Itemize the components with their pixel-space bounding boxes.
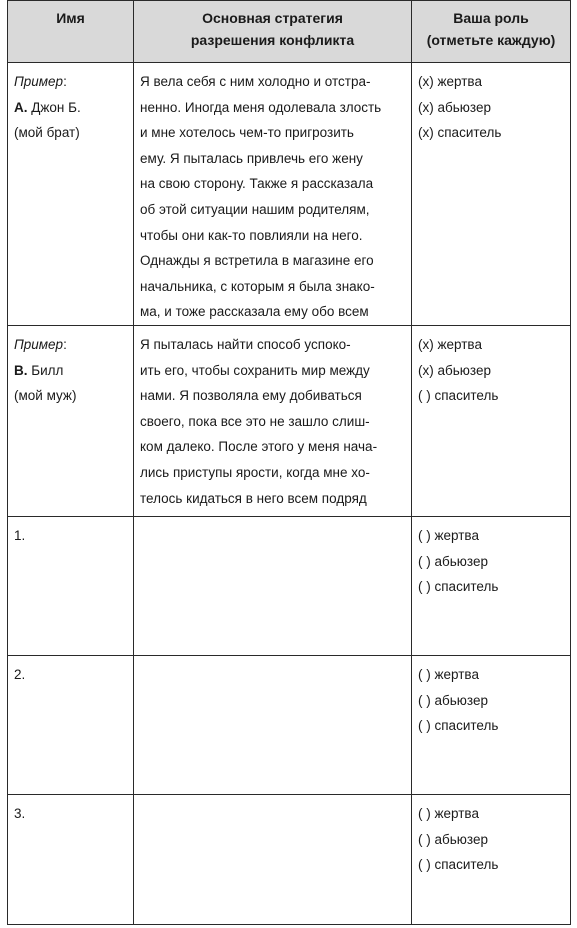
strategy-line: чтобы они как-то повлияли на него.: [140, 227, 363, 243]
strategy-cell: [134, 326, 412, 517]
strategy-line: ком далеко. После этого у меня нача-: [140, 439, 378, 455]
example-label-line: [14, 69, 127, 95]
strategy-line: ему. Я пыталась привлечь его жену: [140, 150, 363, 166]
row-number: 1.: [14, 528, 26, 543]
example-prefix: Пример: [14, 74, 64, 89]
role-option-abuser[interactable]: [418, 95, 564, 121]
role-option-rescuer[interactable]: [418, 852, 564, 878]
person-letter: В.: [14, 362, 28, 378]
strategy-line: ить его, чтобы сохранить мир между: [140, 362, 370, 378]
role-label: абьюзер: [430, 553, 488, 569]
strategy-line: Я пыталась найти способ успоко-: [140, 337, 351, 352]
header-name-label: Имя: [56, 10, 85, 26]
role-label: спаситель: [430, 718, 499, 734]
role-label: абьюзер: [433, 99, 491, 115]
role-option-victim[interactable]: [418, 801, 564, 827]
strategy-line: и мне хотелось чем-то пригрозить: [140, 125, 354, 141]
person-relation: (мой муж): [14, 388, 77, 404]
role-checkbox[interactable]: (x): [418, 362, 434, 378]
table-row-example-b: [8, 326, 571, 517]
person-name: Джон Б.: [27, 99, 81, 115]
role-checkbox[interactable]: (x): [418, 125, 434, 141]
role-option-abuser[interactable]: [418, 688, 564, 714]
role-checkbox[interactable]: ( ): [418, 692, 431, 708]
header-name: [8, 1, 134, 63]
header-role-line2: (отметьте каждую): [426, 32, 556, 48]
example-prefix: Пример: [14, 337, 64, 352]
role-cell: [412, 63, 571, 326]
conflict-worksheet: [7, 0, 570, 925]
role-checkbox[interactable]: ( ): [418, 806, 431, 821]
person-relation: (мой брат): [14, 125, 80, 141]
strategy-cell[interactable]: [134, 795, 412, 925]
role-checkbox[interactable]: ( ): [418, 528, 431, 543]
strategy-line: на свою сторону. Также я рассказала: [140, 176, 374, 192]
strategy-line: лись приступы ярости, когда мне хо-: [140, 464, 370, 480]
role-option-victim[interactable]: [418, 523, 564, 549]
role-checkbox[interactable]: ( ): [418, 667, 431, 682]
header-role: [412, 1, 571, 63]
table-row-example-a: [8, 63, 571, 326]
strategy-line: телось кидаться в него всем подряд: [140, 490, 367, 506]
role-label: жертва: [433, 74, 482, 89]
table-row-entry-3: [8, 795, 571, 925]
name-cell: [8, 63, 134, 326]
role-option-rescuer[interactable]: [418, 574, 564, 600]
role-checkbox[interactable]: (x): [418, 337, 434, 352]
role-label: спаситель: [430, 579, 499, 595]
header-strategy: [134, 1, 412, 63]
row-number: 2.: [14, 667, 26, 682]
role-label: абьюзер: [430, 831, 488, 847]
strategy-line: ненно. Иногда меня одолевала злость: [140, 99, 382, 115]
role-checkbox[interactable]: (x): [418, 99, 434, 115]
example-colon: :: [63, 74, 67, 89]
role-cell: [412, 326, 571, 517]
role-option-victim[interactable]: [418, 662, 564, 688]
strategy-line: Я вела себя с ним холодно и отстра-: [140, 74, 371, 89]
header-role-line1: Ваша роль: [453, 10, 529, 26]
header-strategy-line1: Основная стратегия: [202, 10, 343, 26]
role-label: жертва: [433, 337, 482, 352]
role-cell: [412, 795, 571, 925]
example-colon: :: [63, 337, 67, 352]
name-cell[interactable]: [8, 517, 134, 656]
role-label: жертва: [430, 528, 479, 543]
role-checkbox[interactable]: ( ): [418, 388, 431, 404]
person-name-line: [14, 95, 127, 121]
role-label: жертва: [430, 806, 479, 821]
person-name-line: [14, 358, 127, 384]
strategy-line: ма, и тоже рассказала ему обо всем: [140, 304, 369, 320]
role-option-victim[interactable]: [418, 332, 564, 358]
role-checkbox[interactable]: ( ): [418, 857, 431, 873]
person-letter: А.: [14, 99, 28, 115]
strategy-cell[interactable]: [134, 517, 412, 656]
name-cell: [8, 326, 134, 517]
name-cell[interactable]: [8, 795, 134, 925]
strategy-line: начальника, с которым я была знако-: [140, 278, 375, 294]
table-row-entry-1: [8, 517, 571, 656]
role-label: спаситель: [430, 388, 499, 404]
role-cell: [412, 656, 571, 795]
role-checkbox[interactable]: ( ): [418, 553, 431, 569]
role-label: спаситель: [433, 125, 502, 141]
conflict-table: [7, 0, 571, 925]
name-cell[interactable]: [8, 656, 134, 795]
role-option-rescuer[interactable]: [418, 383, 564, 409]
role-checkbox[interactable]: ( ): [418, 831, 431, 847]
strategy-cell: [134, 63, 412, 326]
strategy-line: своего, пока все это не зашло слиш-: [140, 413, 370, 429]
example-label-line: [14, 332, 127, 358]
role-label: абьюзер: [433, 362, 491, 378]
strategy-line: Однажды я встретила в магазине его: [140, 253, 374, 269]
header-strategy-line2: разрешения конфликта: [190, 32, 355, 48]
strategy-cell[interactable]: [134, 656, 412, 795]
role-label: абьюзер: [430, 692, 488, 708]
role-checkbox[interactable]: ( ): [418, 579, 431, 595]
role-label: спаситель: [430, 857, 499, 873]
table-row-entry-2: [8, 656, 571, 795]
table-header-row: [8, 1, 571, 63]
person-name: Билл: [27, 362, 64, 378]
role-option-rescuer[interactable]: [418, 713, 564, 739]
row-number: 3.: [14, 806, 26, 821]
role-option-victim[interactable]: [418, 69, 564, 95]
role-label: жертва: [430, 667, 479, 682]
role-cell: [412, 517, 571, 656]
role-checkbox[interactable]: ( ): [418, 718, 431, 734]
role-option-abuser[interactable]: [418, 549, 564, 575]
role-option-abuser[interactable]: [418, 827, 564, 853]
strategy-line: об этой ситуации нашим родителям,: [140, 201, 370, 217]
strategy-line: нами. Я позволяла ему добиваться: [140, 388, 362, 404]
role-option-abuser[interactable]: [418, 358, 564, 384]
role-option-rescuer[interactable]: [418, 120, 564, 146]
role-checkbox[interactable]: (x): [418, 74, 434, 89]
